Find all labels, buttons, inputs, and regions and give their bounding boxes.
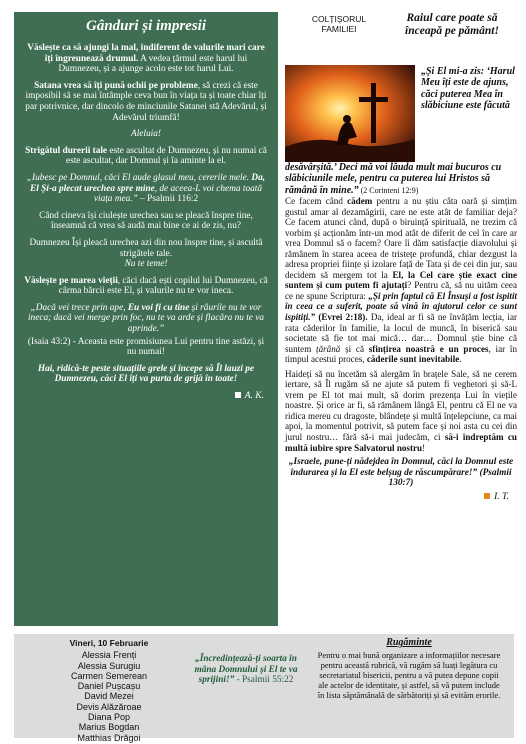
article-paragraph-2: Haideți să nu încetăm să alergăm în brațele Sale, să ne cerem iertare, să Îl rugăm să ne ajute să putem fi veghetori și să-L vrem pe El tot mai mult, să dorim prezența Lui în viețile noastre. Și orice ar fi, să rămânem lângă El, pentru că El ne va ridica mereu cu dragoste, blândețe și multă înțelepciune, ca mai apoi, la momentul potrivit, să putem face și noi asta cu cei din jurul nostru… fără să-i mai judecăm, ci să-i îndreptăm cu multă iubire spre Salvatorul nostru! <box>285 368 517 453</box>
paragraph-6: Văslește pe marea vieții, căci dacă ești copilul lui Dumnezeu, că cârma bărcii este El, și valurile nu te vor ineca. <box>24 275 268 297</box>
thoughts-panel <box>14 12 278 626</box>
list-item: Alessia Surugiu <box>77 660 141 671</box>
sunset-cross-image <box>285 65 415 162</box>
scripture-quote-top: „Și El mi-a zis: ‘Harul Meu îți este de ajuns, căci puterea Mea în slăbiciune este făcută <box>421 66 515 112</box>
paragraph-2: Satana vrea să îți pună ochii pe probleme, să crezi că este imposibil să se mai întâmple ceva bun în viața ta și toate chiar îți par potrivnice, dar dincolo de minciunile Satanei stă Adevărul, și Adevărul triumfă! <box>25 80 267 123</box>
footer-quote: „Încredințează-ți soarta în mâna Domnului și El te va sprijini!” - Psalmii 55:22 <box>194 654 298 686</box>
signature-ak: A. K. <box>24 391 264 402</box>
list-item: Devis Alăzăroae <box>76 701 142 712</box>
request-text: Pentru o mai bună organizare a informațiilor necesare pentru această rubrică, vă rugăm să luați legătura cu secretariatul bisericii, pentru a vă putea depune copii ale actelor de identitate, și astfel, să vă putem include în lista săptămânală de sărbătoriți și să evităm erorile. <box>317 650 501 700</box>
list-item: Diana Pop <box>87 712 131 723</box>
list-item: Marius Bogdan <box>78 722 140 733</box>
closing-quote: „Israele, pune-ți nădejdea în Domnul, căci la Domnul este îndurarea și la El este belșug de răscumpărare!” (Psalmii 130:7) <box>288 457 514 489</box>
list-item: David Mezei <box>84 691 134 702</box>
paragraph-5: Dumnezeu Își pleacă urechea azi din nou înspre tine, și ascultă strigătele tale. Nu te teme! <box>29 237 263 270</box>
panel-title: Gânduri și impresii <box>85 18 207 34</box>
closing-text: Hai, ridică-te peste situațiile grele și începe să Îl lauzi pe Dumnezeu, căci El îți va purta de grijă în toate! <box>37 363 255 385</box>
aleluia: Aleluia! <box>131 129 161 140</box>
birthday-list <box>24 638 194 743</box>
isaia-ref: (Isaia 43:2) - Aceasta este promisiunea Lui pentru tine astăzi, și nu numai! <box>27 336 265 358</box>
list-item: Carmen Semerean <box>70 670 148 681</box>
list-item: Alessia Frenți <box>81 650 137 661</box>
article-title: Raiul care poate să înceapă pe pământ! <box>405 12 499 37</box>
quote-isaia: „Dacă vei trece prin ape, Eu voi fi cu tine și râurile nu te vor ineca; dacă vei merge prin foc, nu te va arde și flacăra nu te va aprinde.” <box>27 302 265 335</box>
section-header: COLȚIȘORUL FAMILIEI <box>311 14 367 34</box>
request-title: Rugăminte <box>386 637 432 648</box>
list-item: Daniel Pușcașu <box>77 681 141 692</box>
paragraph-1: Văslește ca să ajungi la mal, indiferent de valurile mari care îți îngreunează drumul. A vedea țărmul este harul lui Dumnezeu, și a ajunge acolo este tot harul Lui. <box>27 43 265 75</box>
footer-band <box>14 634 514 743</box>
article-body <box>285 196 517 502</box>
article-paragraph-1: Ce facem când cădem pentru a nu știu câta oară și simțim gustul amar al dezamăgirii, care ne este atât de familiar deja? Ce facem atunci când, după o biruință spirituală, ne trezim că vorbim și acționăm într-un mod atât de diferit de cel în care ar vrea Domnul să o facem? Oare îi dăm satisfacție diavolului și rămânem în starea aceea de tristețe profundă, chiar dezgust la adresa propriei ființe și izolare față de Tata și de cei din jur, sau decidem să mergem tot la El, la Cel care știe exact cine suntem și cum putem fi ajutați? Pentru că, să nu uităm ceea ce ne spune Scriptura: „Și prin faptul că El Însuși a fost ispitit în ceea ce a suferit, poate să vină în ajutorul celor ce sunt ispitiți.” (Evrei 2:18). Da, ideal ar fi să ne învățăm lecția, iar rata căderilor în familie, la locul de muncă, în biserică sau societate să fie tot mai mică… dar… Domnul știe bine că suntem țărână și că sfințirea noastră e un proces, iar în timpul acestui proces, căderile sunt inevitabile. <box>285 196 518 365</box>
signature-it: I. T. <box>285 492 509 503</box>
square-bullet-icon <box>484 493 490 499</box>
square-bullet-icon <box>235 392 241 398</box>
list-item: Matthias Drăgoi <box>77 732 141 743</box>
paragraph-4: Când cineva își ciulește urechea sau se pleacă înspre tine, înseamnă că vrea să audă mai bine ce ai de zis, nu? <box>39 210 253 232</box>
paragraph-3: Strigătul durerii tale este ascultat de Dumnezeu, și nu numai că este ascultat, dar Domnul și îa aminte la el. <box>25 145 267 167</box>
list-date: Vineri, 10 Februarie <box>69 638 149 648</box>
scripture-quote-bottom: desăvârșită.’ Deci mă voi lăuda mult mai bucuros cu slăbiciunile mele, pentru ca puterea lui Hristos să rămână în mine.” (2 Corinteni 12:9) <box>285 162 502 196</box>
request-note <box>314 638 504 700</box>
quote-psalm-116: „Iubesc pe Domnul, căci El aude glasul meu, cererile mele. Da, El Și-a plecat urechea spre mine, de aceea-L voi chema toată viața mea.” – Psalmii 116:2 <box>26 172 266 205</box>
